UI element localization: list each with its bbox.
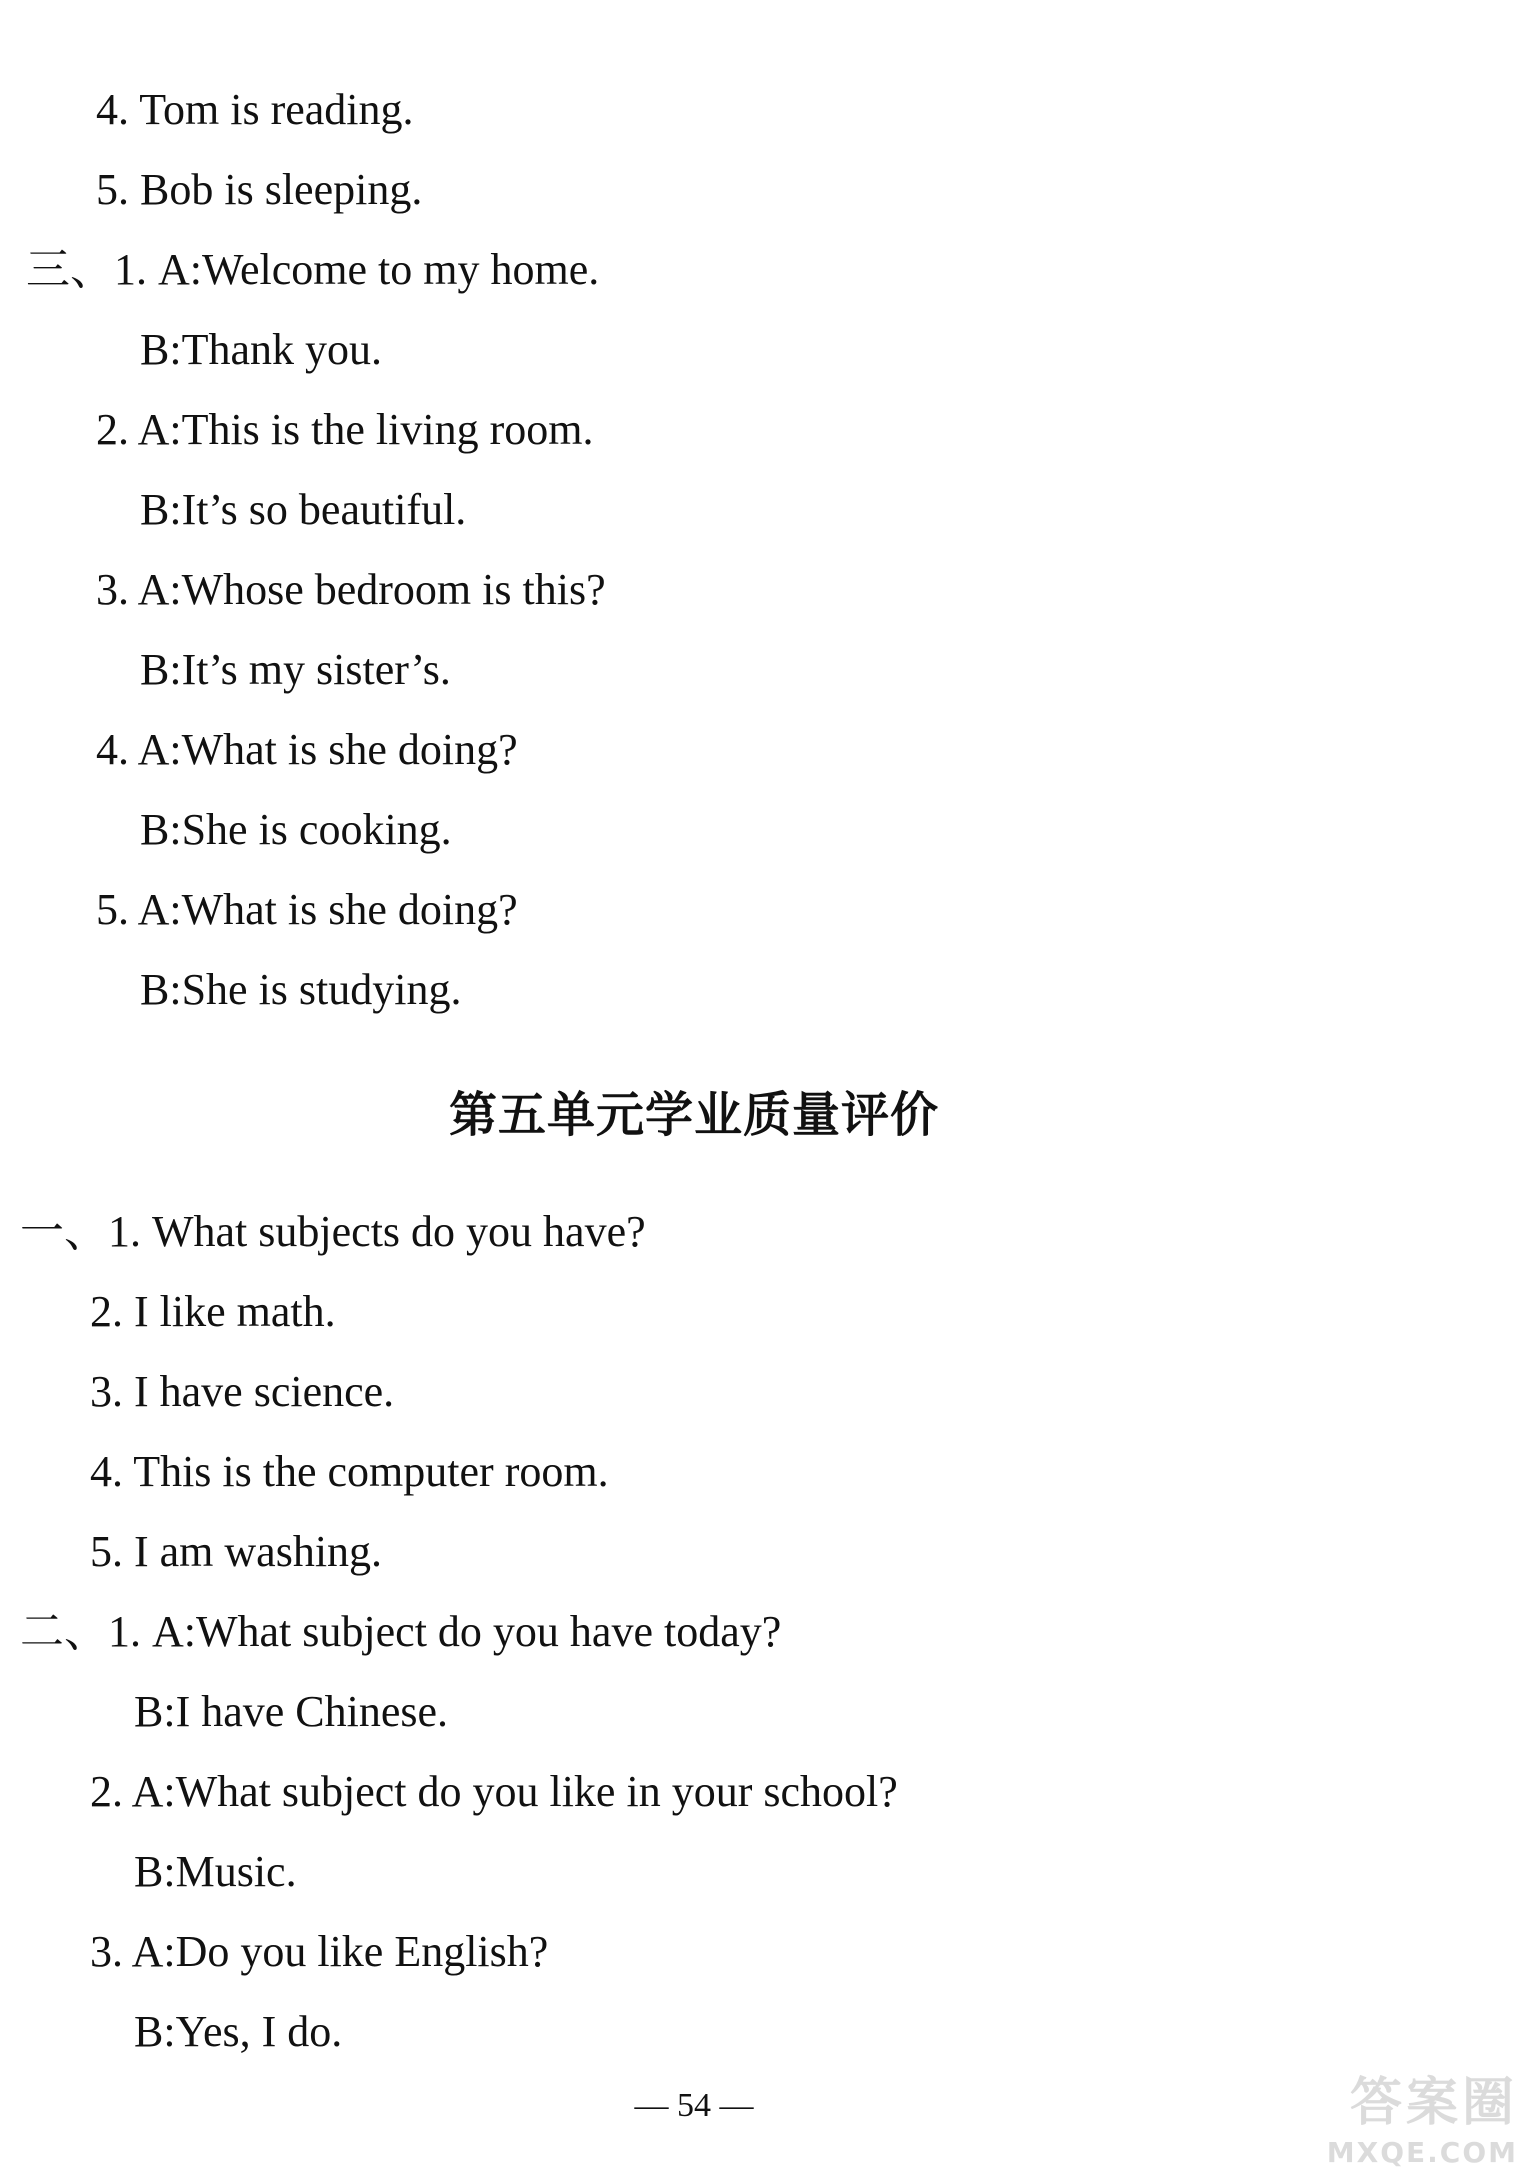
answer-line: 4. This is the computer room. — [90, 1447, 609, 1496]
answer-line: 3. A:Whose bedroom is this? — [96, 565, 606, 614]
answer-line: 三、1. A:Welcome to my home. — [26, 245, 600, 294]
answer-line: 4. Tom is reading. — [96, 85, 414, 134]
answer-line: 2. I like math. — [90, 1287, 336, 1336]
answer-line: B:She is cooking. — [140, 805, 452, 854]
answer-line: 二、1. A:What subject do you have today? — [20, 1607, 782, 1656]
answer-line: B:Yes, I do. — [134, 2007, 343, 2056]
page-number: — 54 — — [634, 2087, 754, 2124]
answer-line: 3. I have science. — [90, 1367, 395, 1416]
unit-heading: 第五单元学业质量评价 — [448, 1087, 939, 1143]
answer-line: B:Music. — [134, 1847, 297, 1896]
answer-line: 3. A:Do you like English? — [90, 1927, 549, 1976]
answer-line: 一、1. What subjects do you have? — [20, 1207, 646, 1256]
answer-line: B:It’s my sister’s. — [140, 645, 451, 694]
watermark-logo: 答案圈 — [1349, 2073, 1518, 2133]
answer-line: B:She is studying. — [140, 965, 462, 1014]
answer-line: 5. A:What is she doing? — [96, 885, 518, 934]
answer-line: 2. A:This is the living room. — [96, 405, 594, 454]
watermark — [1188, 2072, 1518, 2172]
answer-line: B:Thank you. — [140, 325, 382, 374]
answer-line: 5. I am washing. — [90, 1527, 383, 1576]
answer-line: B:I have Chinese. — [134, 1687, 449, 1736]
watermark-url: MXQE.COM — [1326, 2136, 1518, 2169]
answer-line: B:It’s so beautiful. — [140, 485, 467, 534]
answer-line: 4. A:What is she doing? — [96, 725, 518, 774]
answer-line: 2. A:What subject do you like in your school? — [90, 1767, 898, 1816]
answer-line: 5. Bob is sleeping. — [96, 165, 423, 214]
